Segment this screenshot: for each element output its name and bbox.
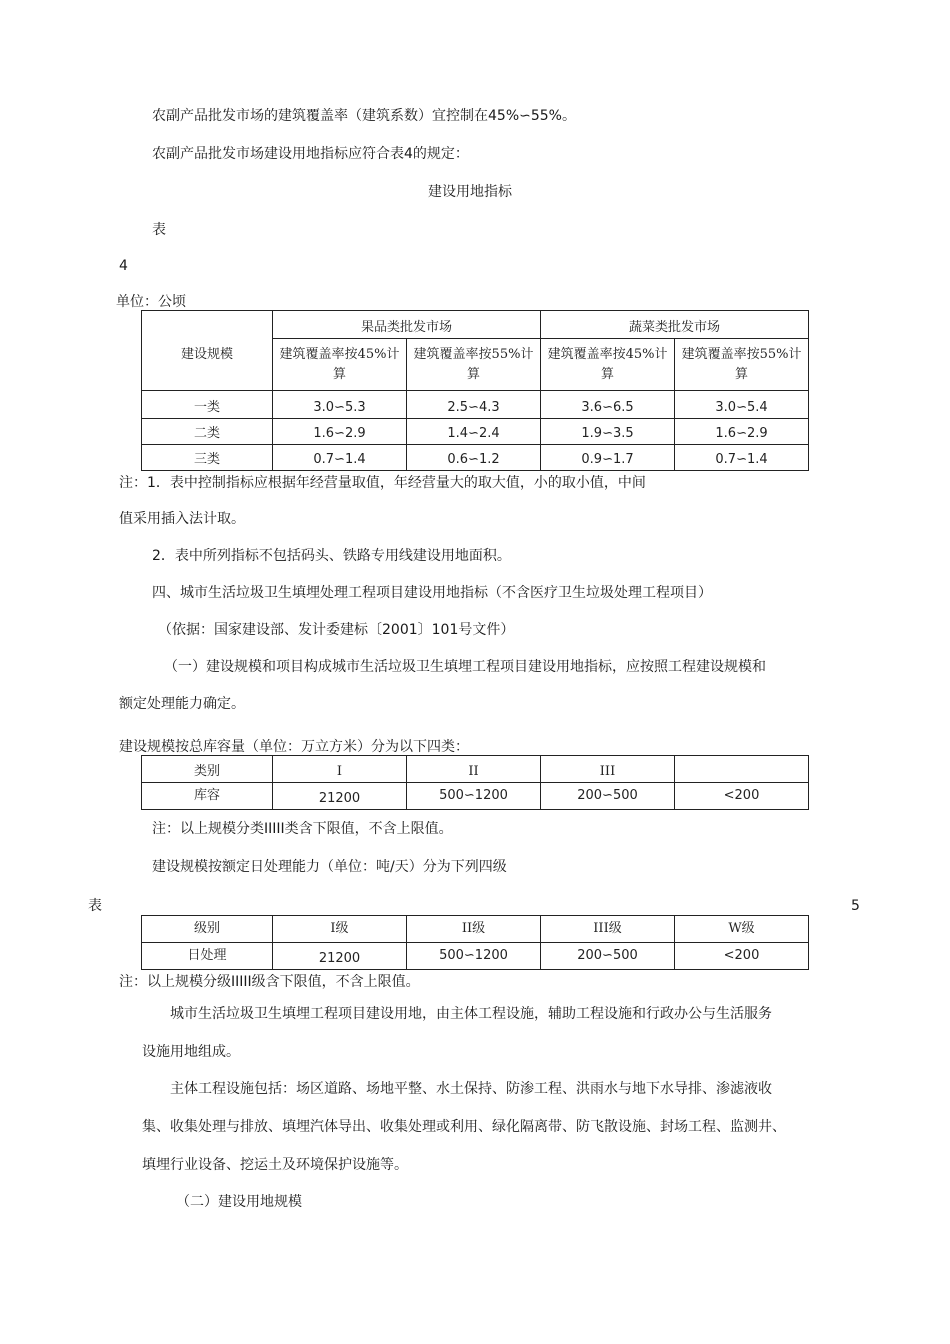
note: 注：以上规模分类IIIII类含下限值，不含上限值。 xyxy=(152,821,453,837)
cell: 1.6∽2.9 xyxy=(273,419,407,445)
header-cell: I级 xyxy=(273,916,407,943)
table-row xyxy=(142,783,809,810)
table-row xyxy=(142,445,809,471)
header-cell: II级 xyxy=(407,916,541,943)
cell: <200 xyxy=(675,783,809,810)
cell: 200∽500 xyxy=(541,943,675,970)
header-cell: 类别 xyxy=(142,756,273,783)
paragraph: 建设规模按额定日处理能力（单位：吨/天）分为下列四级 xyxy=(152,859,507,875)
subheader-cell: 建筑覆盖率按45%计算 xyxy=(273,339,407,391)
section-heading: 四、城市生活垃圾卫生填埋处理工程项目建设用地指标（不含医疗卫生垃圾处理工程项目） xyxy=(152,585,712,601)
table-label: 表 xyxy=(88,898,102,914)
paragraph: 城市生活垃圾卫生填埋工程项目建设用地，由主体工程设施，辅助工程设施和行政办公与生活服务 xyxy=(170,1006,772,1022)
section-heading: （二）建设用地规模 xyxy=(176,1194,302,1210)
paragraph: 建设规模按总库容量（单位：万立方米）分为以下四类： xyxy=(119,739,469,755)
paragraph: 农副产品批发市场的建筑覆盖率（建筑系数）宜控制在45%∽55%。 xyxy=(152,108,576,124)
header-cell: II xyxy=(407,756,541,783)
table-row xyxy=(142,916,809,943)
cell: 3.0∽5.3 xyxy=(273,391,407,419)
land-index-table xyxy=(141,310,809,471)
paragraph: 集、收集处理与排放、填埋汽体导出、收集处理或利用、绿化隔离带、防飞散设施、封场工程、监测井、 xyxy=(142,1119,786,1135)
paragraph: （依据：国家建设部、发计委建标〔2001〕101号文件） xyxy=(158,622,515,638)
cell: 200∽500 xyxy=(541,783,675,810)
header-cell: 级别 xyxy=(142,916,273,943)
note: 注：以上规模分级IIIII级含下限值，不含上限值。 xyxy=(119,974,420,990)
cell: 3.0∽5.4 xyxy=(675,391,809,419)
header-cell: III级 xyxy=(541,916,675,943)
row-name: 一类 xyxy=(142,391,273,419)
table-row xyxy=(142,419,809,445)
cell: 0.6∽1.2 xyxy=(407,445,541,471)
cell: 1.9∽3.5 xyxy=(541,419,675,445)
header-cell: W级 xyxy=(675,916,809,943)
cell: 0.7∽1.4 xyxy=(273,445,407,471)
header-scale: 建设规模 xyxy=(142,311,273,391)
table-row xyxy=(142,943,809,970)
header-fruit-market: 果品类批发市场 xyxy=(273,311,541,339)
cell: 1.4∽2.4 xyxy=(407,419,541,445)
paragraph: 填埋行业设备、挖运土及环境保护设施等。 xyxy=(142,1157,408,1173)
cell: 3.6∽6.5 xyxy=(541,391,675,419)
note: 注：1．表中控制指标应根据年经营量取值，年经营量大的取大值，小的取小值，中间 xyxy=(119,475,646,491)
paragraph: 设施用地组成。 xyxy=(142,1044,240,1060)
row-name: 三类 xyxy=(142,445,273,471)
cell: 21200 xyxy=(273,783,407,810)
table-number: 5 xyxy=(851,898,860,914)
table-row xyxy=(142,391,809,419)
subheader-cell: 建筑覆盖率按45%计算 xyxy=(541,339,675,391)
table-label: 表 xyxy=(152,222,166,238)
cell: 0.7∽1.4 xyxy=(675,445,809,471)
paragraph: 主体工程设施包括：场区道路、场地平整、水土保持、防渗工程、洪雨水与地下水导排、渗滤液收 xyxy=(170,1081,772,1097)
table-title: 建设用地指标 xyxy=(428,184,512,200)
subheader-cell: 建筑覆盖率按55%计算 xyxy=(407,339,541,391)
paragraph: 农副产品批发市场建设用地指标应符合表4的规定： xyxy=(152,146,469,162)
cell: 21200 xyxy=(273,943,407,970)
cell: 2.5∽4.3 xyxy=(407,391,541,419)
header-cell: III xyxy=(541,756,675,783)
daily-capacity-table xyxy=(141,915,809,970)
unit-label: 单位：公顷 xyxy=(116,294,186,310)
note: 2．表中所列指标不包括码头、铁路专用线建设用地面积。 xyxy=(152,548,511,564)
cell: 500∽1200 xyxy=(407,783,541,810)
subheader-cell: 建筑覆盖率按55%计算 xyxy=(675,339,809,391)
table-number: 4 xyxy=(119,258,128,274)
header-vegetable-market: 蔬菜类批发市场 xyxy=(541,311,809,339)
cell: 0.9∽1.7 xyxy=(541,445,675,471)
paragraph: 额定处理能力确定。 xyxy=(119,696,245,712)
cell: <200 xyxy=(675,943,809,970)
row-name: 二类 xyxy=(142,419,273,445)
cell: 1.6∽2.9 xyxy=(675,419,809,445)
note: 值采用插入法计取。 xyxy=(119,511,245,527)
header-cell: I xyxy=(273,756,407,783)
paragraph: （一）建设规模和项目构成城市生活垃圾卫生填埋工程项目建设用地指标，应按照工程建设规模和 xyxy=(164,659,766,675)
capacity-class-table xyxy=(141,755,809,810)
row-name: 库容 xyxy=(142,783,273,810)
cell: 500∽1200 xyxy=(407,943,541,970)
table-row xyxy=(142,756,809,783)
row-name: 日处理 xyxy=(142,943,273,970)
header-cell xyxy=(675,756,809,783)
